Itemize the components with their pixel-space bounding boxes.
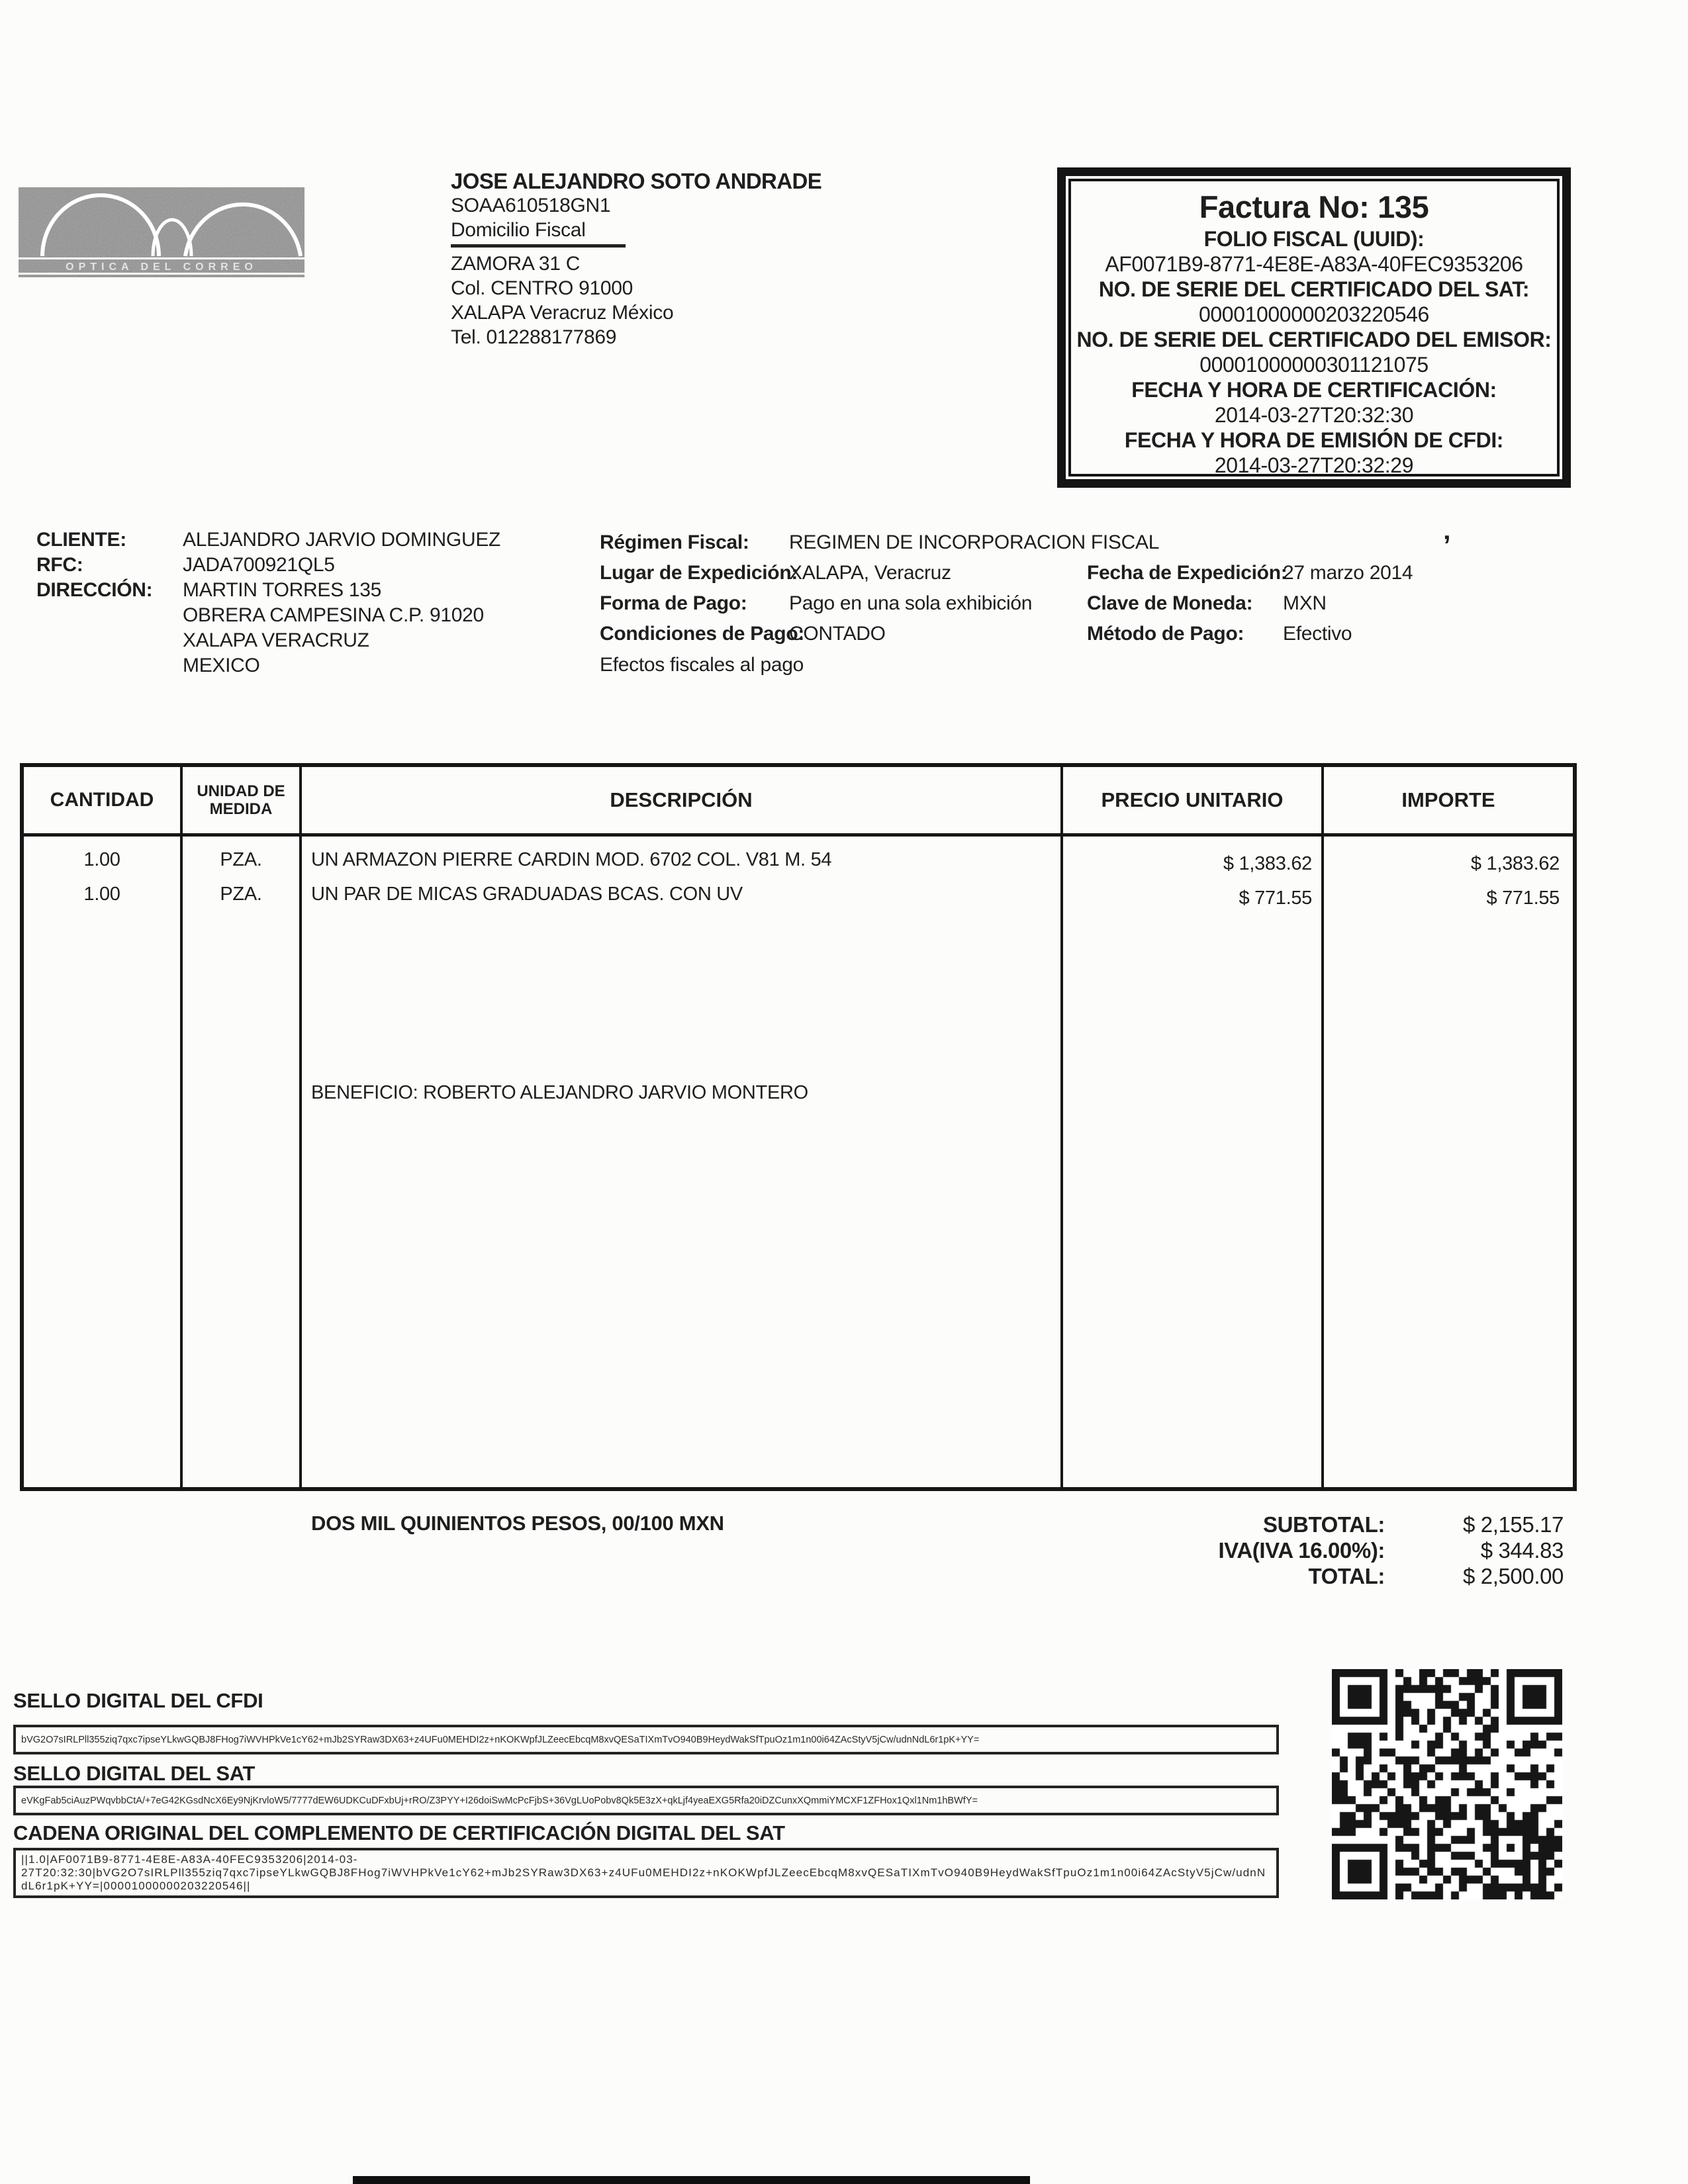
sello-sat-heading: SELLO DIGITAL DEL SAT: [13, 1762, 256, 1785]
emitter-domicilio-label: Domicilio Fiscal: [451, 218, 626, 248]
emitter-address-line3: XALAPA Veracruz México: [451, 302, 674, 324]
table-column-divider: [180, 767, 183, 1487]
row-precio: $ 771.55: [1239, 887, 1312, 909]
header-importe: IMPORTE: [1401, 788, 1495, 811]
client-address-line: MARTIN TORRES 135: [183, 579, 381, 601]
logo-text: OPTICA DEL CORREO: [66, 261, 258, 273]
scan-artifact-mark: ’: [1443, 529, 1451, 561]
scan-edge-artifact: [353, 2176, 1030, 2184]
efectos-fiscales-text: Efectos fiscales al pago: [600, 654, 804, 676]
subtotal-value: $ 2,155.17: [1463, 1512, 1564, 1537]
emisor-serial-value: 00001000000301121075: [1199, 353, 1429, 377]
fiscal-right-labels: [1087, 558, 1287, 649]
emitter-phone: Tel. 012288177869: [451, 326, 617, 348]
subtotal-label: SUBTOTAL:: [1263, 1512, 1385, 1537]
client-labels: [36, 527, 152, 603]
metodo-pago-label: Método de Pago:: [1087, 623, 1244, 645]
fiscal-labels: [600, 527, 804, 649]
sello-cfdi-box: [13, 1725, 1279, 1754]
clave-moneda-value: MXN: [1283, 592, 1327, 614]
table-column-divider: [1321, 767, 1324, 1487]
sello-cfdi-value: bVG2O7sIRLPll355ziq7qxc7ipseYLkwGQBJ8FHog7iWVHPkVe1cY62+mJb2SYRaw3DX63+z4UFu0MEHDI2z+nKOKWpfJLZeecEbcqM8xvQESaTIXmTvO940B9HeydWakSfTpuOz1m1n00i64ZAcStyV5jCw/udnNdL6r1pK+YY=: [21, 1734, 980, 1745]
emission-datetime-value: 2014-03-27T20:32:29: [1214, 453, 1414, 477]
row-cantidad: 1.00: [83, 884, 120, 905]
sat-serial-value: 00001000000203220546: [1199, 302, 1429, 326]
totals-labels: [1006, 1512, 1385, 1589]
header-unidad: UNIDAD DE MEDIDA: [197, 782, 285, 818]
beneficiary-note: BENEFICIO: ROBERTO ALEJANDRO JARVIO MONTERO: [311, 1082, 808, 1103]
sello-sat-box: [13, 1786, 1279, 1815]
sat-serial-label: NO. DE SERIE DEL CERTIFICADO DEL SAT:: [1098, 277, 1530, 301]
sat-qr-code: [1332, 1669, 1562, 1899]
invoice-title: Factura No: 135: [1199, 189, 1429, 224]
folio-fiscal-value: AF0071B9-8771-4E8E-A83A-40FEC9353206: [1105, 252, 1523, 276]
total-value: $ 2,500.00: [1463, 1564, 1564, 1588]
condiciones-value: CONTADO: [789, 623, 886, 645]
client-address-line: MEXICO: [183, 655, 260, 676]
totals-values: [1391, 1512, 1564, 1589]
cadena-original-box: [13, 1848, 1279, 1898]
regimen-label: Régimen Fiscal:: [600, 531, 749, 553]
row-descripcion: UN ARMAZON PIERRE CARDIN MOD. 6702 COL. V81 M. 54: [311, 849, 832, 870]
emisor-serial-label: NO. DE SERIE DEL CERTIFICADO DEL EMISOR:: [1076, 328, 1552, 351]
client-address-line: XALAPA VERACRUZ: [183, 629, 369, 651]
cliente-value: ALEJANDRO JARVIO DOMINGUEZ: [183, 529, 501, 551]
cliente-label: CLIENTE:: [36, 529, 126, 551]
cadena-original-value: ||1.0|AF0071B9-8771-4E8E-A83A-40FEC9353206|2014-03-27T20:32:30|bVG2O7sIRLPll355ziq7qxc7ipseYLkwGQBJ8FHog7iWVHPkVe1cY62+mJb2SYRaw3DX63+z4UFu0MEHDI2z+nKOKWpfJLZeecEbcqM8xvQESaTIXmTvO940B9HeydWakSfTpuOz1m1n00i64ZAcStyV5jCw/udnNdL6r1pK+YY=|00001000000203220546||: [21, 1853, 1266, 1892]
sello-cfdi-heading: SELLO DIGITAL DEL CFDI: [13, 1689, 263, 1712]
emitter-rfc: SOAA610518GN1: [451, 195, 611, 216]
table-column-divider: [299, 767, 302, 1487]
amount-in-words: DOS MIL QUINIENTOS PESOS, 00/100 MXN: [311, 1512, 724, 1535]
cadena-original-heading: CADENA ORIGINAL DEL COMPLEMENTO DE CERTIFICACIÓN DIGITAL DEL SAT: [13, 1821, 785, 1844]
forma-label: Forma de Pago:: [600, 592, 747, 614]
iva-value: $ 344.83: [1480, 1538, 1564, 1563]
row-cantidad: 1.00: [83, 849, 120, 870]
emitter-name: JOSE ALEJANDRO SOTO ANDRADE: [451, 169, 822, 193]
header-cantidad: CANTIDAD: [50, 789, 154, 811]
table-header-divider: [24, 833, 1573, 837]
header-precio-unitario: PRECIO UNITARIO: [1101, 788, 1284, 811]
rfc-label: RFC:: [36, 554, 83, 576]
fecha-expedicion-label: Fecha de Expedición:: [1087, 562, 1288, 584]
clave-moneda-label: Clave de Moneda:: [1087, 592, 1253, 614]
emitter-address-line2: Col. CENTRO 91000: [451, 277, 633, 299]
lugar-label: Lugar de Expedición:: [600, 562, 798, 584]
row-precio: $ 1,383.62: [1223, 853, 1312, 874]
iva-label: IVA(IVA 16.00%):: [1218, 1538, 1385, 1563]
row-importe: $ 771.55: [1486, 887, 1560, 909]
cert-datetime-value: 2014-03-27T20:32:30: [1214, 403, 1414, 427]
folio-fiscal-label: FOLIO FISCAL (UUID):: [1203, 227, 1425, 251]
emitter-block: [451, 169, 821, 349]
row-unidad: PZA.: [220, 884, 262, 905]
metodo-pago-value: Efectivo: [1283, 623, 1352, 645]
cert-datetime-label: FECHA Y HORA DE CERTIFICACIÓN:: [1131, 378, 1497, 402]
regimen-value: REGIMEN DE INCORPORACION FISCAL: [789, 531, 1160, 553]
emitter-address-line1: ZAMORA 31 C: [451, 253, 581, 275]
client-rfc-value: JADA700921QL5: [183, 554, 335, 576]
direccion-label: DIRECCIÓN:: [36, 579, 153, 601]
optica-del-correo-logo: [19, 187, 305, 281]
fecha-expedicion-value: 27 marzo 2014: [1283, 562, 1413, 584]
fiscal-right-values: [1283, 558, 1413, 649]
row-importe: $ 1,383.62: [1470, 853, 1560, 874]
row-unidad: PZA.: [220, 849, 262, 870]
client-address-line: OBRERA CAMPESINA C.P. 91020: [183, 604, 484, 626]
lugar-value: XALAPA, Veracruz: [789, 562, 951, 584]
invoice-number-box: [1057, 167, 1571, 488]
condiciones-label: Condiciones de Pago:: [600, 623, 805, 645]
header-descripcion: DESCRIPCIÓN: [610, 788, 753, 811]
client-values: [183, 527, 500, 678]
forma-value: Pago en una sola exhibición: [789, 592, 1033, 614]
emission-datetime-label: FECHA Y HORA DE EMISIÓN DE CFDI:: [1124, 428, 1504, 452]
sello-sat-value: eVKgFab5ciAuzPWqvbbCtA/+7eG42KGsdNcX6Ey9NjKrvloW5/7777dEW6UDKCuDFxbUj+rRO/Z3PYY+I26doiSwMcPcFjbS+36VgLUoPobv8Qk5E3zX+qkLjf4yeaEXG5Rfa20iDZCunxXQmmiYMCXF1ZFHox1Qxl1Nm1hBWfY=: [21, 1795, 978, 1806]
total-label: TOTAL:: [1308, 1564, 1385, 1588]
row-descripcion: UN PAR DE MICAS GRADUADAS BCAS. CON UV: [311, 884, 743, 905]
logo-graphic: [19, 187, 305, 277]
table-column-divider: [1060, 767, 1063, 1487]
items-table: [20, 763, 1577, 1491]
